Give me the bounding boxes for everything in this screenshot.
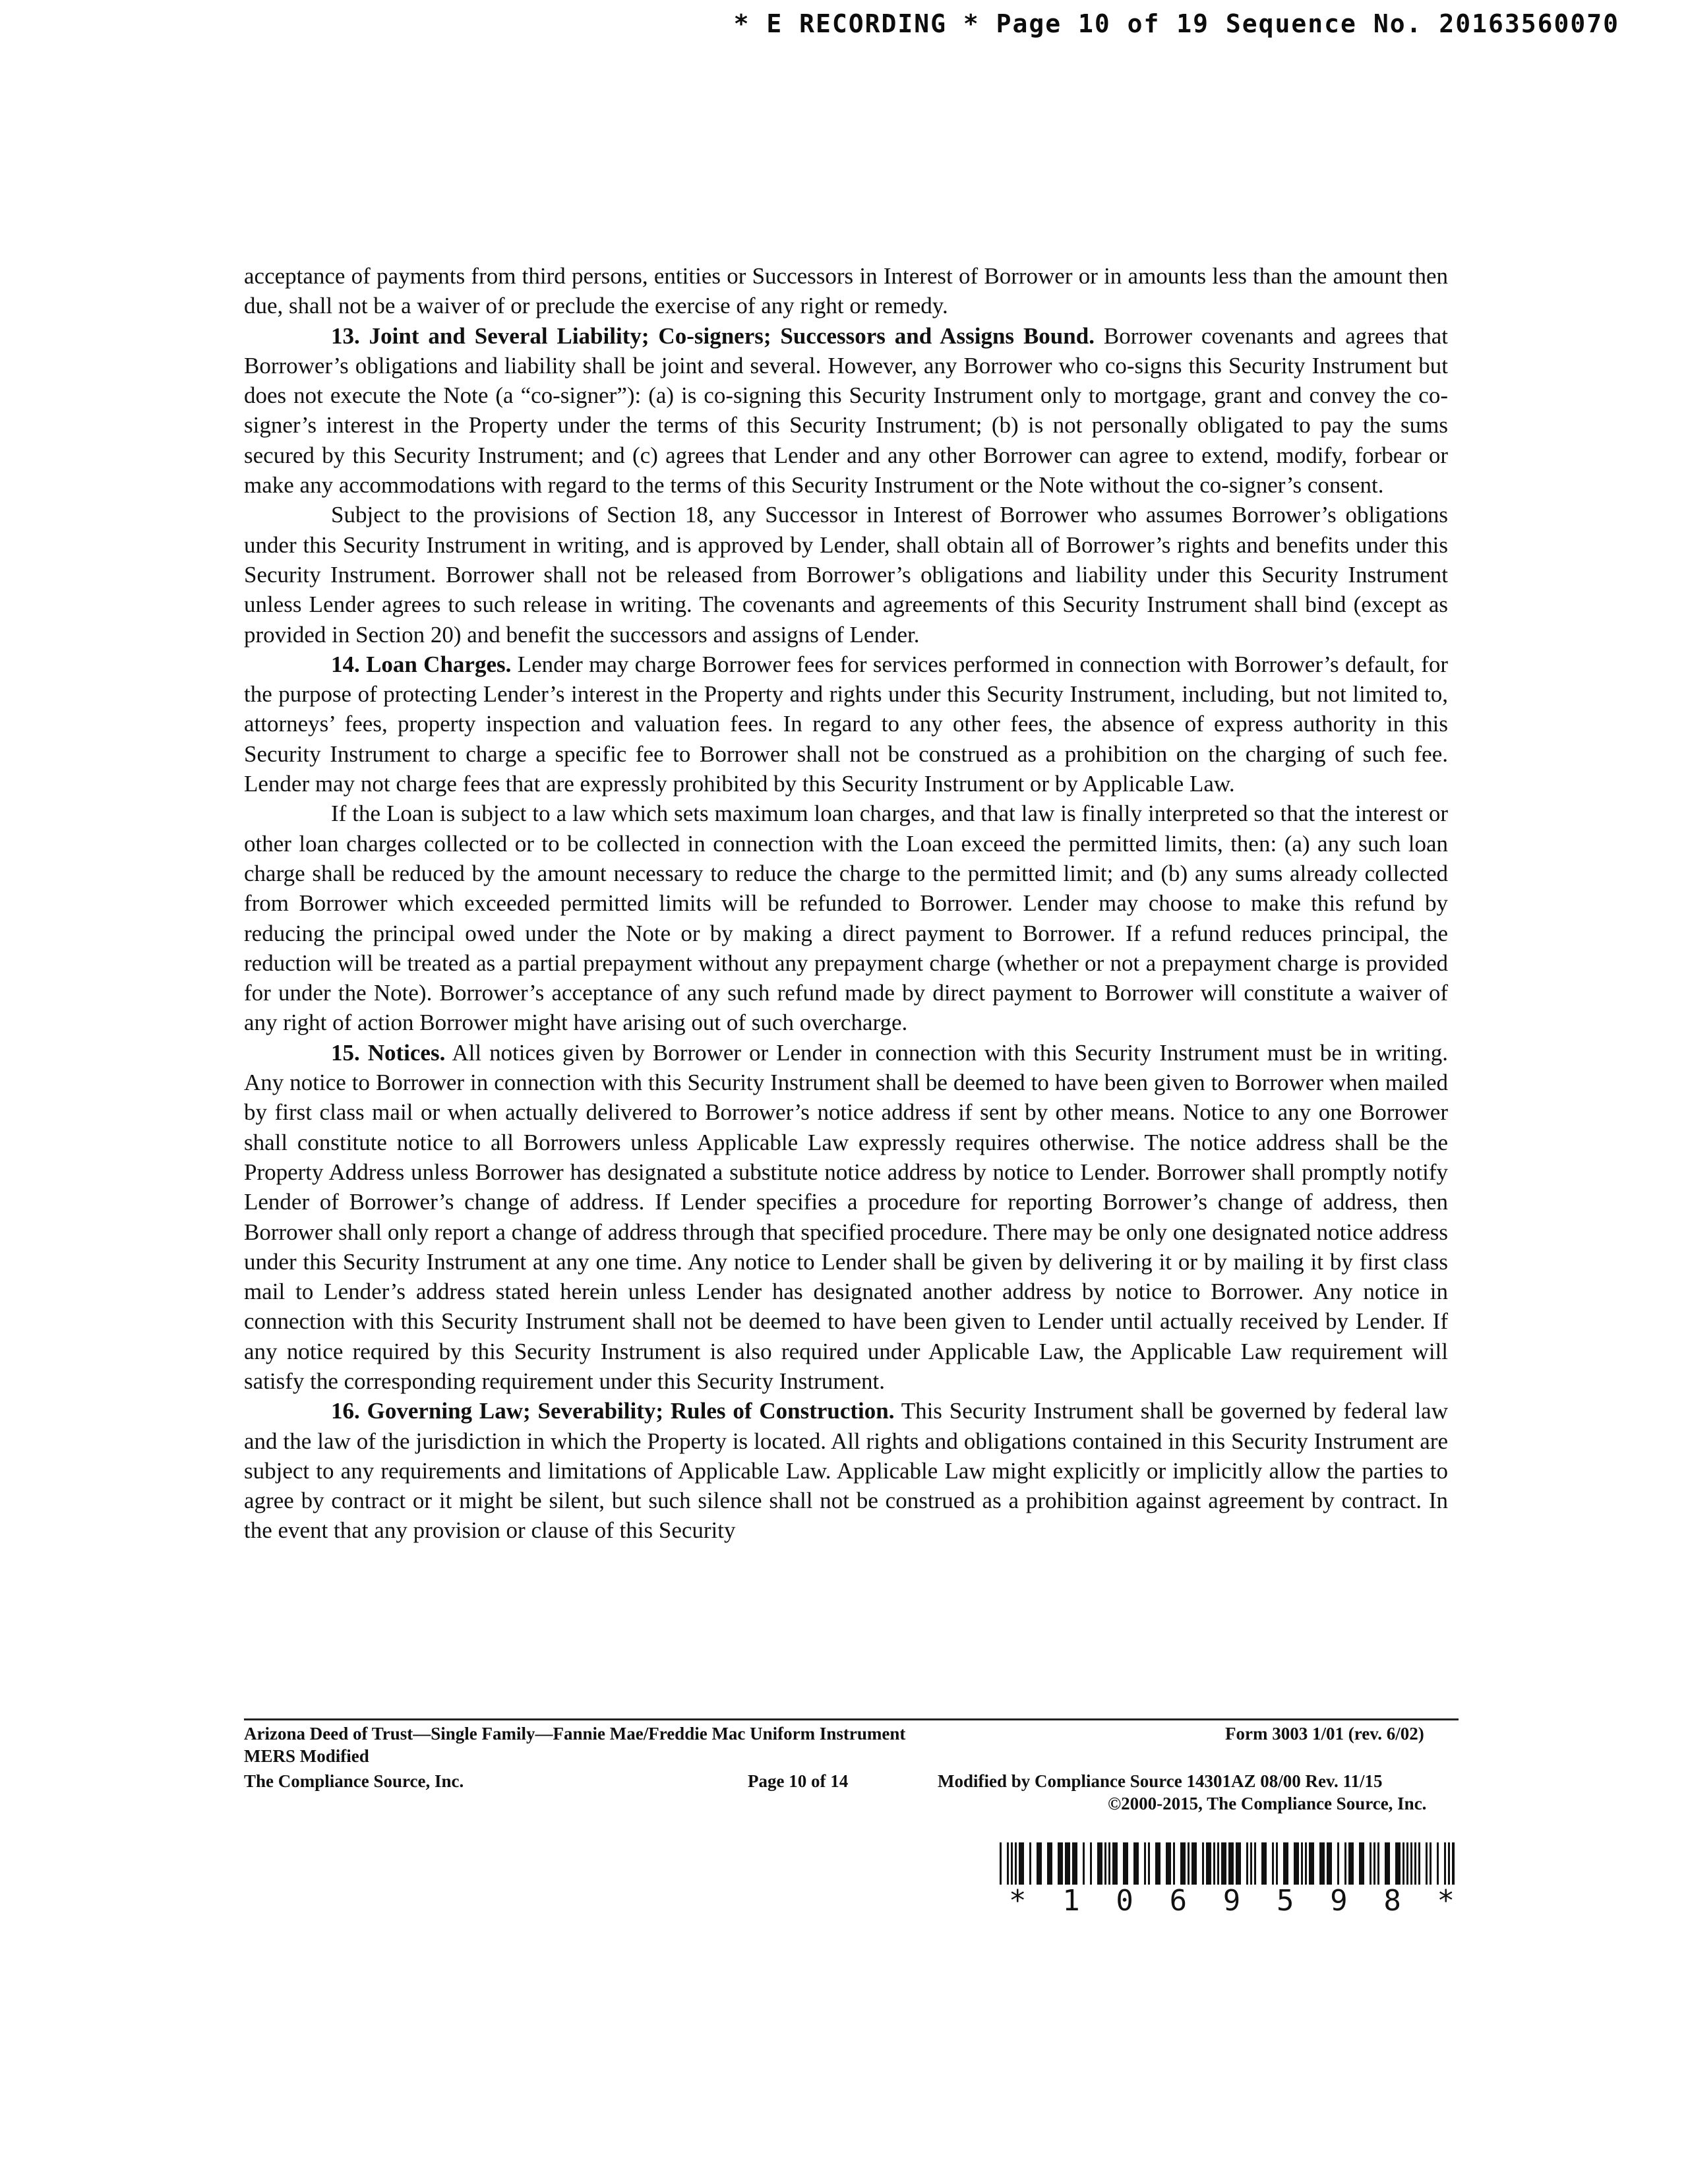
- barcode-bar: [1236, 1842, 1241, 1885]
- footer-copyright: ©2000-2015, The Compliance Source, Inc.: [1108, 1794, 1427, 1813]
- recording-stamp: * E RECORDING * Page 10 of 19 Sequence No. 20163560070: [733, 9, 1619, 38]
- barcode-bar: [1166, 1842, 1171, 1885]
- barcode-bar: [1019, 1842, 1024, 1885]
- section-14-heading: 14. Loan Charges.: [331, 651, 512, 677]
- barcode-bar: [1348, 1842, 1354, 1885]
- barcode-char: 6: [1169, 1884, 1188, 1918]
- barcode-char: 0: [1116, 1884, 1133, 1918]
- barcode-bar: [1254, 1842, 1256, 1885]
- barcode-bar: [1072, 1842, 1077, 1885]
- barcode-bar: [1276, 1842, 1278, 1885]
- footer-form-number: Form 3003 1/01 (rev. 6/02): [1225, 1724, 1424, 1744]
- barcode-bar: [1123, 1842, 1128, 1885]
- barcode-bar: [1344, 1842, 1346, 1885]
- barcode-bar: [1283, 1842, 1288, 1885]
- barcode-bar: [1359, 1842, 1364, 1885]
- barcode-bar: [1448, 1842, 1450, 1885]
- barcode-bar: [1090, 1842, 1092, 1885]
- barcode-bar: [1000, 1842, 1002, 1885]
- barcode-bar: [1385, 1842, 1390, 1885]
- footer-form-title: Arizona Deed of Trust—Single Family—Fannie Mae/Freddie Mac Uniform Instrument: [244, 1724, 906, 1744]
- barcode-bar: [1402, 1842, 1404, 1885]
- barcode-bar: [1133, 1842, 1139, 1885]
- footer-divider: [244, 1718, 1459, 1720]
- barcode-char: *: [1437, 1884, 1455, 1918]
- footer-modified: Modified by Compliance Source 14301AZ 08/00 Rev. 11/15: [938, 1771, 1383, 1791]
- form-footer: [244, 1722, 1478, 1821]
- section-16-paragraph: 16. Governing Law; Severability; Rules of Construction. This Security Instrument shall be governed by federal law and the law of the jurisdiction in which the Property is located. All rights and obligations contained in this Security Instrument are subject to any requirements and limitations of Applicable Law. Applicable Law might explicitly or implicitly allow the parties to agree by contract or it might be silent, but such silence shall not be construed as a prohibition against agreement by contract. In the event that any provision or clause of this Security: [244, 1398, 1448, 1544]
- footer-mers: MERS Modified: [244, 1746, 369, 1766]
- barcode-bar: [1173, 1842, 1175, 1885]
- barcode-bar: [1083, 1842, 1085, 1885]
- section-14-paragraph: 14. Loan Charges. Lender may charge Borrower fees for services performed in connection with Borrower’s default, for the purpose of protecting Lender’s interest in the Property and rights under this Security Instrument, including, but not limited to, attorneys’ fees, property inspection and valuation fees. In regard to any other fees, the absence of express authority in this Security Instrument to charge a specific fee to Borrower shall not be construed as a prohibition on the charging of such fee. Lender may not charge fees that are expressly prohibited by this Security Instrument or by Applicable Law.: [244, 651, 1448, 797]
- barcode-bar: [1395, 1842, 1401, 1885]
- barcode-char: 5: [1276, 1884, 1294, 1918]
- barcode-bar: [1180, 1842, 1186, 1885]
- barcode-bar: [1148, 1842, 1150, 1885]
- barcode-bar: [1250, 1842, 1252, 1885]
- barcode-bar: [1191, 1842, 1197, 1885]
- barcode-image: [1000, 1842, 1455, 1885]
- barcode-bar: [1112, 1842, 1118, 1885]
- barcode-bar: [1065, 1842, 1070, 1885]
- barcode-bar: [1444, 1842, 1446, 1885]
- section-16-heading: 16. Governing Law; Severability; Rules of Construction.: [331, 1398, 895, 1424]
- paragraph-continuation: acceptance of payments from third persons, entities or Successors in Interest of Borrower or in amounts less than the amount then due, shall not be a waiver of or preclude the exercise of any right or remedy.: [244, 263, 1448, 319]
- barcode-bar: [1305, 1842, 1307, 1885]
- barcode-bar: [1144, 1842, 1146, 1885]
- barcode-bar: [1011, 1842, 1013, 1885]
- barcode-bar: [1058, 1842, 1063, 1885]
- barcode-bar: [1414, 1842, 1416, 1885]
- barcode-bar: [1206, 1842, 1211, 1885]
- barcode-bar: [1188, 1842, 1190, 1885]
- section-14-subparagraph: If the Loan is subject to a law which sets maximum loan charges, and that law is finally interpreted so that the interest or other loan charges collected or to be collected in connection with the Loan exceed the permitted limits, then: (a) any such loan charge shall be reduced by the amount necessary to reduce the charge to the permitted limit; and (b) any sums already collected from Borrower which exceeded permitted limits will be refunded to Borrower. Lender may choose to make this refund by reducing the principal owed under the Note or by making a direct payment to Borrower. If a refund reduces principal, the reduction will be treated as a partial prepayment without any prepayment charge (whether or not a prepayment charge is provided for under the Note). Borrower’s acceptance of any such refund made by direct payment to Borrower will constitute a waiver of any right of action Borrower might have arising out of such overcharge.: [244, 801, 1448, 1036]
- barcode-bar: [1319, 1842, 1325, 1885]
- barcode-bar: [1007, 1842, 1009, 1885]
- barcode-char: *: [1009, 1884, 1027, 1918]
- footer-company: The Compliance Source, Inc.: [244, 1771, 464, 1791]
- barcode-bar: [1221, 1842, 1226, 1885]
- section-13-heading: 13. Joint and Several Liability; Co-signers; Successors and Assigns Bound.: [331, 322, 1095, 349]
- barcode-bar: [1029, 1842, 1031, 1885]
- barcode-bar: [1426, 1842, 1428, 1885]
- barcode-bar: [1309, 1842, 1314, 1885]
- barcode-bar: [1246, 1842, 1248, 1885]
- section-15-paragraph: 15. Notices. All notices given by Borrower or Lender in connection with this Security Instrument must be in writing. Any notice to Borrower in connection with this Security Instrument shall be deemed to have been given to Borrower when mailed by first class mail or when actually delivered to Borrower’s notice address if sent by other means. Notice to any one Borrower shall constitute notice to all Borrowers unless Applicable Law expressly requires otherwise. The notice address shall be the Property Address unless Borrower has designated a substitute notice address by notice to Lender. Borrower shall promptly notify Lender of Borrower’s change of address. If Lender specifies a procedure for reporting Borrower’s change of address, then Borrower shall only report a change of address through that specified procedure. There may be only one designated notice address under this Security Instrument at any one time. Any notice to Lender shall be given by delivering it or by mailing it by first class mail to Lender’s address stated herein unless Lender has designated another address by notice to Borrower. Any notice in connection with this Security Instrument shall not be deemed to have been given to Lender until actually received by Lender. If any notice required by this Security Instrument is also required under Applicable Law, the Applicable Law requirement will satisfy the corresponding requirement under this Security Instrument.: [244, 1039, 1448, 1394]
- barcode-bar: [1327, 1842, 1332, 1885]
- barcode-bar: [1108, 1842, 1110, 1885]
- section-13-paragraph: 13. Joint and Several Liability; Co-signers; Successors and Assigns Bound. Borrower covenants and agrees that Borrower’s obligations and liability shall be joint and several. However, any Borrower who co-signs this Security Instrument but does not execute the Note (a “co-signer”): (a) is co-signing this Security Instrument only to mortgage, grant and convey the co-signer’s interest in the Property under the terms of this Security Instrument; (b) is not personally obligated to pay the sums secured by this Security Instrument; and (c) agrees that Lender and any other Borrower can agree to extend, modify, forbear or make any accommodations with regard to the terms of this Security Instrument or the Note without the co-signer’s consent.: [244, 322, 1448, 499]
- barcode-bar: [1410, 1842, 1412, 1885]
- document-body: [244, 261, 1448, 1546]
- barcode-bar: [1337, 1842, 1339, 1885]
- barcode-bar: [1452, 1842, 1455, 1885]
- section-13-subparagraph: Subject to the provisions of Section 18, any Successor in Interest of Borrower who assumes Borrower’s obligations under this Security Instrument in writing, and is approved by Lender, shall obtain all of Borrower’s rights and benefits under this Security Instrument. Borrower shall not be released from Borrower’s obligations and liability under this Security Instrument unless Lender agrees to such release in writing. The covenants and agreements of this Security Instrument shall bind (except as provided in Section 20) and benefit the successors and assigns of Lender.: [244, 502, 1448, 648]
- barcode-caption: [1009, 1885, 1455, 1918]
- barcode-bar: [1202, 1842, 1204, 1885]
- barcode-char: 8: [1383, 1884, 1401, 1918]
- barcode-bar: [1418, 1842, 1420, 1885]
- barcode-char: 9: [1330, 1884, 1348, 1918]
- barcode-bar: [1406, 1842, 1408, 1885]
- barcode-char: 9: [1222, 1884, 1241, 1918]
- barcode-bar: [1037, 1842, 1042, 1885]
- barcode-bar: [1294, 1842, 1299, 1885]
- barcode-bar: [1373, 1842, 1375, 1885]
- barcode-bar: [1217, 1842, 1219, 1885]
- barcode-bar: [1437, 1842, 1439, 1885]
- barcode-bar: [1047, 1842, 1052, 1885]
- barcode-bar: [1155, 1842, 1160, 1885]
- barcode-bar: [1377, 1842, 1379, 1885]
- barcode-bar: [1015, 1842, 1017, 1885]
- barcode-bar: [1272, 1842, 1274, 1885]
- barcode-bar: [1097, 1842, 1102, 1885]
- barcode-bar: [1261, 1842, 1267, 1885]
- barcode-bar: [1228, 1842, 1234, 1885]
- barcode-bar: [1370, 1842, 1372, 1885]
- barcode-bar: [1213, 1842, 1215, 1885]
- footer-page-number: Page 10 of 14: [748, 1771, 849, 1791]
- barcode-bar: [1430, 1842, 1432, 1885]
- barcode-bar: [1104, 1842, 1106, 1885]
- barcode-char: 1: [1062, 1884, 1080, 1918]
- section-15-heading: 15. Notices.: [331, 1039, 446, 1066]
- barcode-bar: [1301, 1842, 1303, 1885]
